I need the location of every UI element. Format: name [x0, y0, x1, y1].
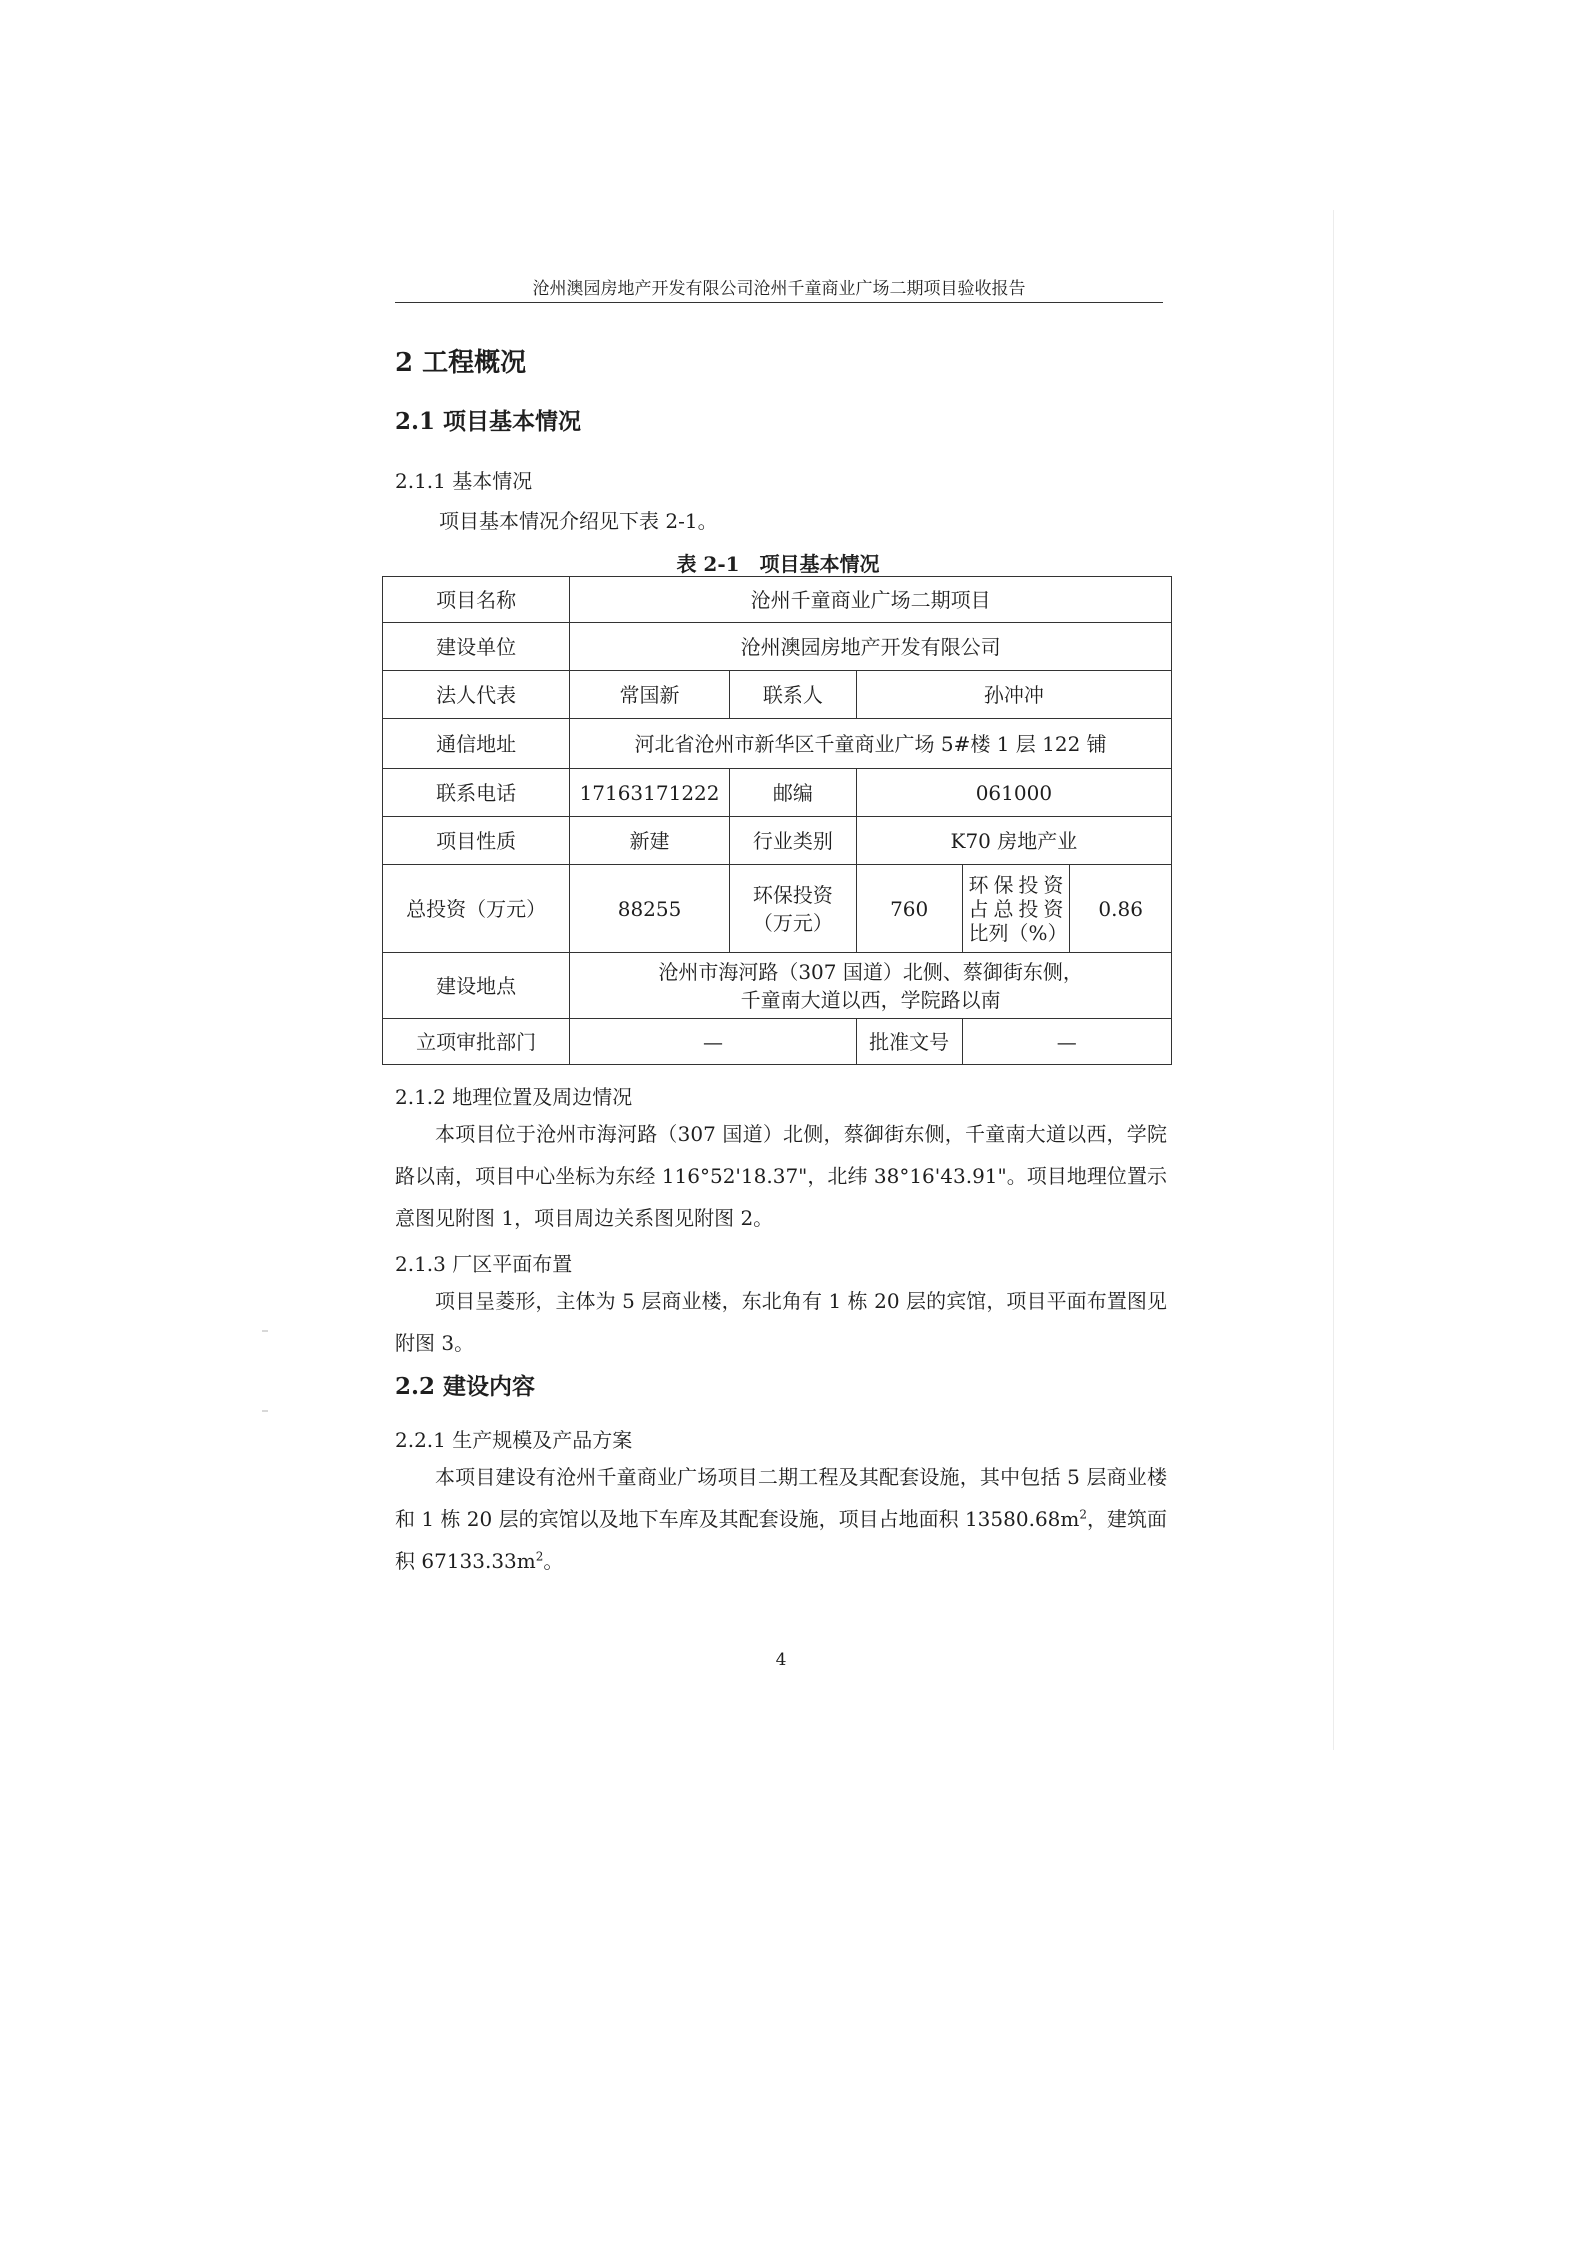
- header-rule: [395, 302, 1163, 303]
- page-number: 4: [775, 1650, 787, 1670]
- layout-paragraph: 项目呈菱形，主体为 5 层商业楼，东北角有 1 栋 20 层的宾馆，项目平面布置图见附图 3。: [395, 1289, 1167, 1355]
- site-value-line: 千童南大道以西，学院路以南: [740, 987, 1001, 1012]
- builder-label: 建设单位: [383, 623, 570, 671]
- scale-text: 本项目建设有沧州千童商业广场项目二期工程及其配套设施，其中包括 5 层商业楼和 1 栋 20 层的宾馆以及地下车库及其配套设施，项目占地面积 13580.68m: [395, 1465, 1167, 1531]
- project-info-table: [382, 576, 1172, 1065]
- approval-dept-value: —: [570, 1019, 857, 1065]
- phone-label: 联系电话: [383, 769, 570, 817]
- postcode-label: 邮编: [729, 769, 856, 817]
- subsubsection-title: 2.1.1 基本情况: [395, 469, 533, 493]
- builder-value: 沧州澳园房地产开发有限公司: [570, 623, 1172, 671]
- approval-no-label: 批准文号: [856, 1019, 962, 1065]
- legal-rep-label: 法人代表: [383, 671, 570, 719]
- site-value-line: 沧州市海河路（307 国道）北侧、蔡御街东侧，: [658, 959, 1083, 984]
- site-label: 建设地点: [383, 953, 570, 1019]
- scale-text: ，建筑面积 67133.33m: [395, 1507, 1167, 1573]
- env-invest-value: 760: [856, 865, 962, 953]
- address-value: 河北省沧州市新华区千童商业广场 5#楼 1 层 122 铺: [570, 719, 1172, 769]
- approval-no-value: —: [962, 1019, 1171, 1065]
- project-name-label: 项目名称: [383, 577, 570, 623]
- scale-paragraph: [395, 1456, 1167, 1582]
- running-header: 沧州澳园房地产开发有限公司沧州千童商业广场二期项目验收报告: [532, 279, 1026, 299]
- legal-rep-value: 常国新: [570, 671, 730, 719]
- scan-edge-line: [1333, 210, 1334, 1750]
- table-caption: 表 2-1 项目基本情况: [676, 552, 880, 576]
- address-label: 通信地址: [383, 719, 570, 769]
- scale-text: 。: [543, 1549, 564, 1573]
- intro-text: 项目基本情况介绍见下表 2-1。: [439, 509, 718, 533]
- section-title: 2 工程概况: [395, 348, 527, 378]
- env-invest-label-line: 环保投资: [752, 882, 833, 907]
- table-row: [383, 577, 1172, 623]
- table-row: [383, 719, 1172, 769]
- project-name-value: 沧州千童商业广场二期项目: [570, 577, 1172, 623]
- contact-label: 联系人: [729, 671, 856, 719]
- ratio-label: [962, 865, 1070, 953]
- table-row: [383, 769, 1172, 817]
- table-row: [383, 865, 1172, 953]
- table-row: [383, 671, 1172, 719]
- ratio-label-line: 环保投资: [968, 872, 1064, 897]
- ratio-label-line: 比列（%）: [968, 920, 1068, 945]
- phone-value: 17163171222: [570, 769, 730, 817]
- industry-label: 行业类别: [729, 817, 856, 865]
- contact-value: 孙冲冲: [856, 671, 1171, 719]
- invest-value: 88255: [570, 865, 730, 953]
- approval-dept-label: 立项审批部门: [383, 1019, 570, 1065]
- ratio-value: 0.86: [1070, 865, 1172, 953]
- nature-label: 项目性质: [383, 817, 570, 865]
- invest-label: 总投资（万元）: [383, 865, 570, 953]
- table-row: [383, 623, 1172, 671]
- superscript: 2: [535, 1549, 544, 1564]
- subsubsection-title: 2.1.2 地理位置及周边情况: [395, 1085, 633, 1109]
- ratio-label-line: 占总投资: [968, 896, 1064, 921]
- table-row: [383, 1019, 1172, 1065]
- table-row: [383, 817, 1172, 865]
- superscript: 2: [1079, 1507, 1087, 1522]
- table-row: [383, 953, 1172, 1019]
- scan-speck: [262, 1410, 268, 1412]
- nature-value: 新建: [570, 817, 730, 865]
- subsubsection-title: 2.1.3 厂区平面布置: [395, 1252, 573, 1276]
- env-invest-label: [729, 865, 856, 953]
- env-invest-label-line: （万元）: [752, 910, 833, 935]
- subsubsection-title: 2.2.1 生产规模及产品方案: [395, 1428, 633, 1452]
- postcode-value: 061000: [856, 769, 1171, 817]
- industry-value: K70 房地产业: [856, 817, 1171, 865]
- subsection-title: 2.1 项目基本情况: [395, 408, 582, 435]
- site-value: [570, 953, 1172, 1019]
- location-paragraph: 本项目位于沧州市海河路（307 国道）北侧，蔡御街东侧，千童南大道以西，学院路以南，项目中心坐标为东经 116°52'18.37"，北纬 38°16'43.91"。项目地理位置示意图见附图 1，项目周边关系图见附图 2。: [395, 1122, 1167, 1230]
- scan-speck: [262, 1330, 268, 1332]
- subsection-title: 2.2 建设内容: [395, 1373, 536, 1400]
